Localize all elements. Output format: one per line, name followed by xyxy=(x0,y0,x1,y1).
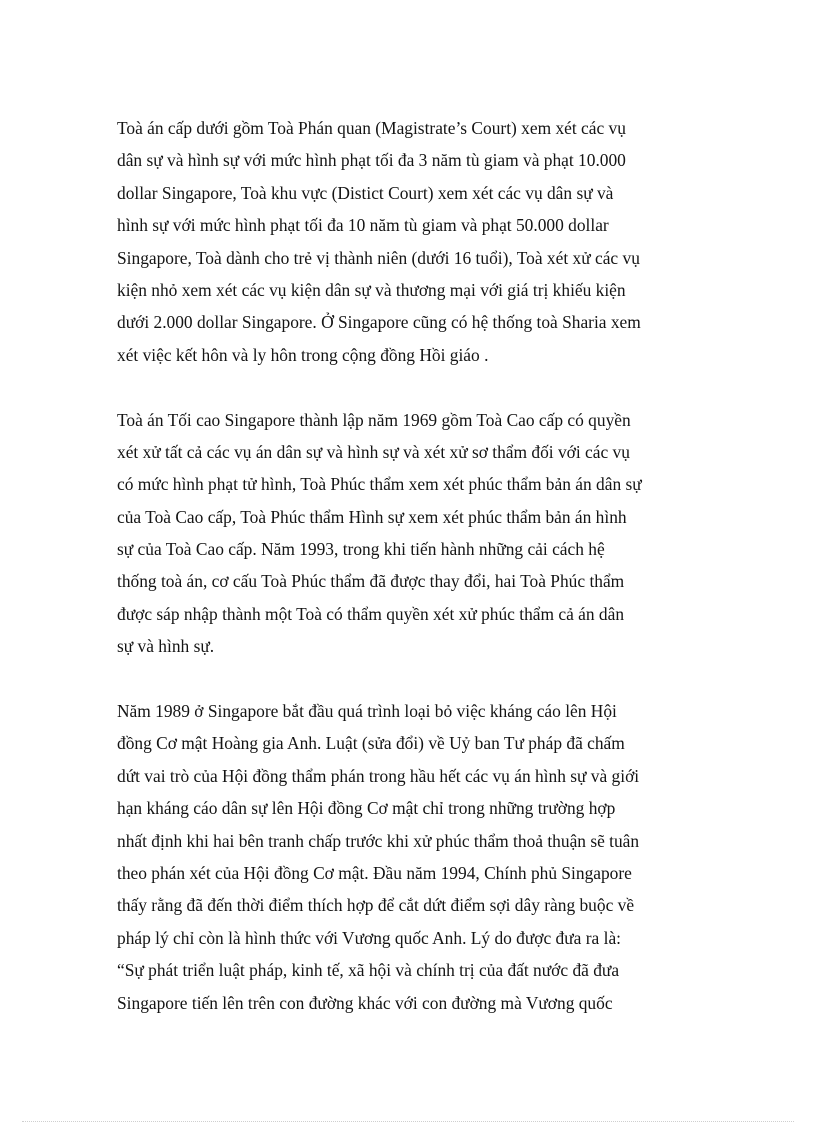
text-line: xét việc kết hôn và ly hôn trong cộng đồng Hồi giáo . xyxy=(117,344,489,365)
text-line: có mức hình phạt tử hình, Toà Phúc thẩm xem xét phúc thẩm bản án dân sự xyxy=(117,474,642,495)
text-line: sự và hình sự. xyxy=(117,636,215,657)
text-line: Toà án cấp dưới gồm Toà Phán quan (Magistrate’s Court) xem xét các vụ xyxy=(117,118,626,138)
text-line: thấy rằng đã đến thời điểm thích hợp để cắt dứt điểm sợi dây ràng buộc về xyxy=(117,895,635,916)
paragraph-supreme-court xyxy=(117,404,702,663)
text-line: được sáp nhập thành một Toà có thẩm quyền xét xử phúc thẩm cả án dân xyxy=(117,603,625,624)
text-line: hình sự với mức hình phạt tối đa 10 năm tù giam và phạt 50.000 dollar xyxy=(117,215,609,236)
text-line: “Sự phát triển luật pháp, kinh tế, xã hội và chính trị của đất nước đã đưa xyxy=(117,960,620,981)
text-line: Năm 1989 ở Singapore bắt đầu quá trình loại bỏ việc kháng cáo lên Hội xyxy=(117,701,617,722)
text-line: thống toà án, cơ cấu Toà Phúc thẩm đã được thay đổi, hai Toà Phúc thẩm xyxy=(117,571,625,592)
page-bottom-divider xyxy=(22,1121,794,1122)
text-line: đồng Cơ mật Hoàng gia Anh. Luật (sửa đổi) về Uỷ ban Tư pháp đã chấm xyxy=(117,733,625,754)
paragraph-lower-courts xyxy=(117,112,702,371)
text-line: Toà án Tối cao Singapore thành lập năm 1969 gồm Toà Cao cấp có quyền xyxy=(117,409,631,430)
document-body xyxy=(117,112,702,1019)
text-line: nhất định khi hai bên tranh chấp trước khi xử phúc thẩm thoả thuận sẽ tuân xyxy=(117,830,640,851)
text-line: Singapore tiến lên trên con đường khác với con đường mà Vương quốc xyxy=(117,992,613,1013)
text-line: xét xử tất cả các vụ án dân sự và hình sự và xét xử sơ thẩm đối với các vụ xyxy=(117,441,630,462)
text-line: theo phán xét của Hội đồng Cơ mật. Đầu năm 1994, Chính phủ Singapore xyxy=(117,862,632,883)
text-line: Singapore, Toà dành cho trẻ vị thành niên (dưới 16 tuổi), Toà xét xử các vụ xyxy=(117,247,640,268)
text-line: dân sự và hình sự với mức hình phạt tối đa 3 năm tù giam và phạt 10.000 xyxy=(117,150,626,171)
text-line: kiện nhỏ xem xét các vụ kiện dân sự và thương mại với giá trị khiếu kiện xyxy=(117,279,626,300)
text-line: hạn kháng cáo dân sự lên Hội đồng Cơ mật chỉ trong những trường hợp xyxy=(117,798,616,819)
text-line: dứt vai trò của Hội đồng thẩm phán trong hầu hết các vụ án hình sự và giới xyxy=(117,765,640,786)
text-line: dollar Singapore, Toà khu vực (Distict Court) xem xét các vụ dân sự và xyxy=(117,182,614,203)
text-line: dưới 2.000 dollar Singapore. Ở Singapore cũng có hệ thống toà Sharia xem xyxy=(117,312,641,333)
text-line: sự của Toà Cao cấp. Năm 1993, trong khi tiến hành những cải cách hệ xyxy=(117,539,605,560)
text-line: pháp lý chỉ còn là hình thức với Vương quốc Anh. Lý do được đưa ra là: xyxy=(117,927,621,948)
paragraph-privy-council xyxy=(117,695,702,1019)
text-line: của Toà Cao cấp, Toà Phúc thẩm Hình sự xem xét phúc thẩm bản án hình xyxy=(117,506,627,527)
